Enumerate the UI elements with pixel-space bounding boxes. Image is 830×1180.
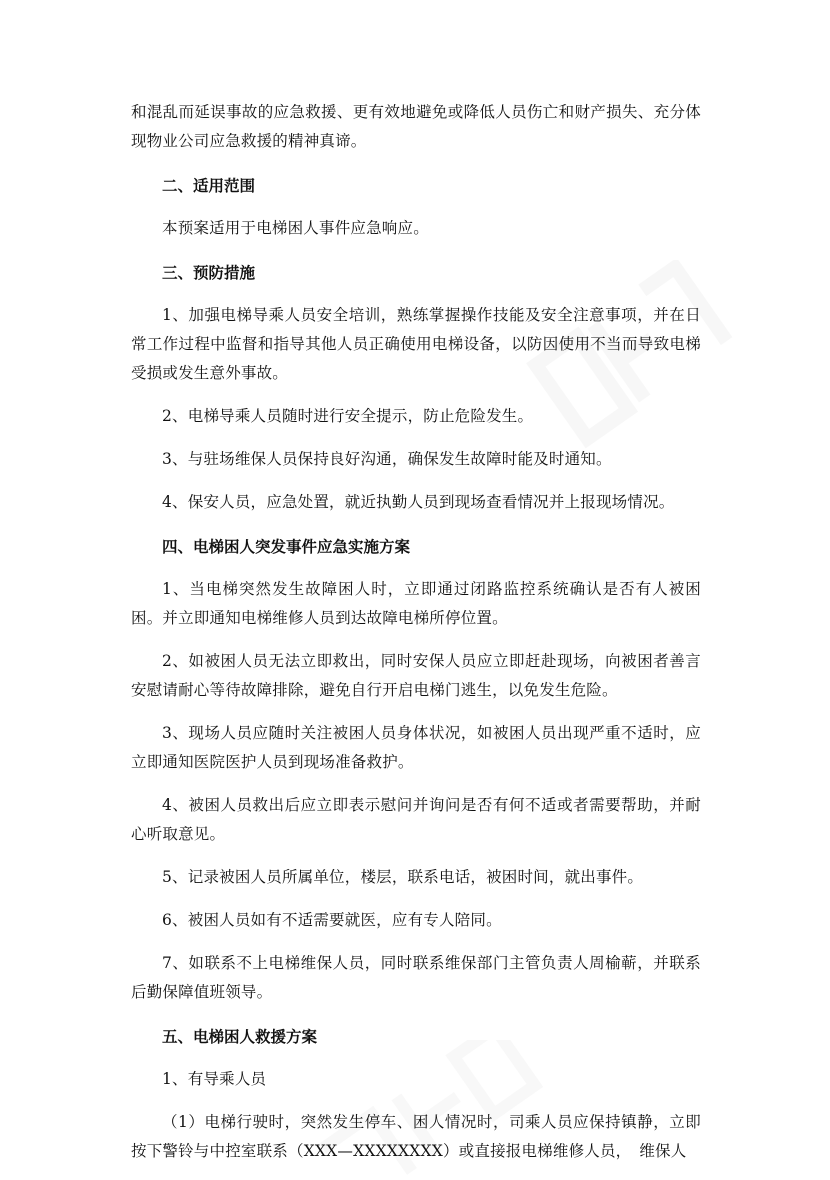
list-item: 6、被困人员如有不适需要就医，应有专人陪同。 bbox=[162, 911, 502, 929]
section-heading-prevention: 三、预防措施 bbox=[162, 263, 256, 282]
paragraph-scope: 本预案适用于电梯困人事件应急响应。 bbox=[162, 219, 429, 237]
list-item: 4、被困人员救出后应立即表示慰问并询问是否有何不适或者需要帮助，并耐心听取意见。 bbox=[131, 796, 701, 843]
section-heading-rescue-plan: 五、电梯困人救援方案 bbox=[162, 1027, 318, 1046]
list-item: 1、当电梯突然发生故障困人时，立即通过闭路监控系统确认是否有人被困困。并立即通知电梯维修人员到达故障电梯所停位置。 bbox=[131, 580, 701, 627]
list-item: （1）电梯行驶时，突然发生停车、困人情况时，司乘人员应保持镇静，立即按下警铃与中控室联系（XXX—XXXXXXXX）或直接报电梯维修人员， 维保人 bbox=[131, 1113, 701, 1160]
section-heading-scope: 二、适用范围 bbox=[162, 176, 256, 195]
list-item: 2、如被困人员无法立即救出，同时安保人员应立即赶赴现场，向被困者善言安慰请耐心等待故障排除，避免自行开启电梯门逃生，以免发生危险。 bbox=[131, 652, 701, 699]
subsection-heading: 1、有导乘人员 bbox=[162, 1070, 267, 1088]
list-item: 1、加强电梯导乘人员安全培训，熟练掌握操作技能及安全注意事项，并在日常工作过程中监督和指导其他人员正确使用电梯设备，以防因使用不当而导致电梯受损或发生意外事故。 bbox=[131, 306, 701, 382]
list-item: 4、保安人员，应急处置，就近执勤人员到现场查看情况并上报现场情况。 bbox=[162, 493, 675, 511]
document-body bbox=[131, 98, 701, 1166]
list-item: 2、电梯导乘人员随时进行安全提示，防止危险发生。 bbox=[162, 407, 534, 425]
list-item: 7、如联系不上电梯维保人员，同时联系维保部门主管负责人周榆蕲，并联系后勤保障值班领导。 bbox=[131, 954, 701, 1001]
paragraph-intro-continued: 和混乱而延误事故的应急救援、更有效地避免或降低人员伤亡和财产损失、充分体现物业公司应急救援的精神真谛。 bbox=[131, 103, 701, 150]
list-item: 3、现场人员应随时关注被困人员身体状况，如被困人员出现严重不适时，应立即通知医院医护人员到现场准备救护。 bbox=[131, 724, 701, 771]
section-heading-emergency-plan: 四、电梯困人突发事件应急实施方案 bbox=[162, 537, 411, 556]
list-item: 3、与驻场维保人员保持良好沟通，确保发生故障时能及时通知。 bbox=[162, 450, 612, 468]
list-item: 5、记录被困人员所属单位，楼层，联系电话，被困时间，就出事件。 bbox=[162, 868, 644, 886]
